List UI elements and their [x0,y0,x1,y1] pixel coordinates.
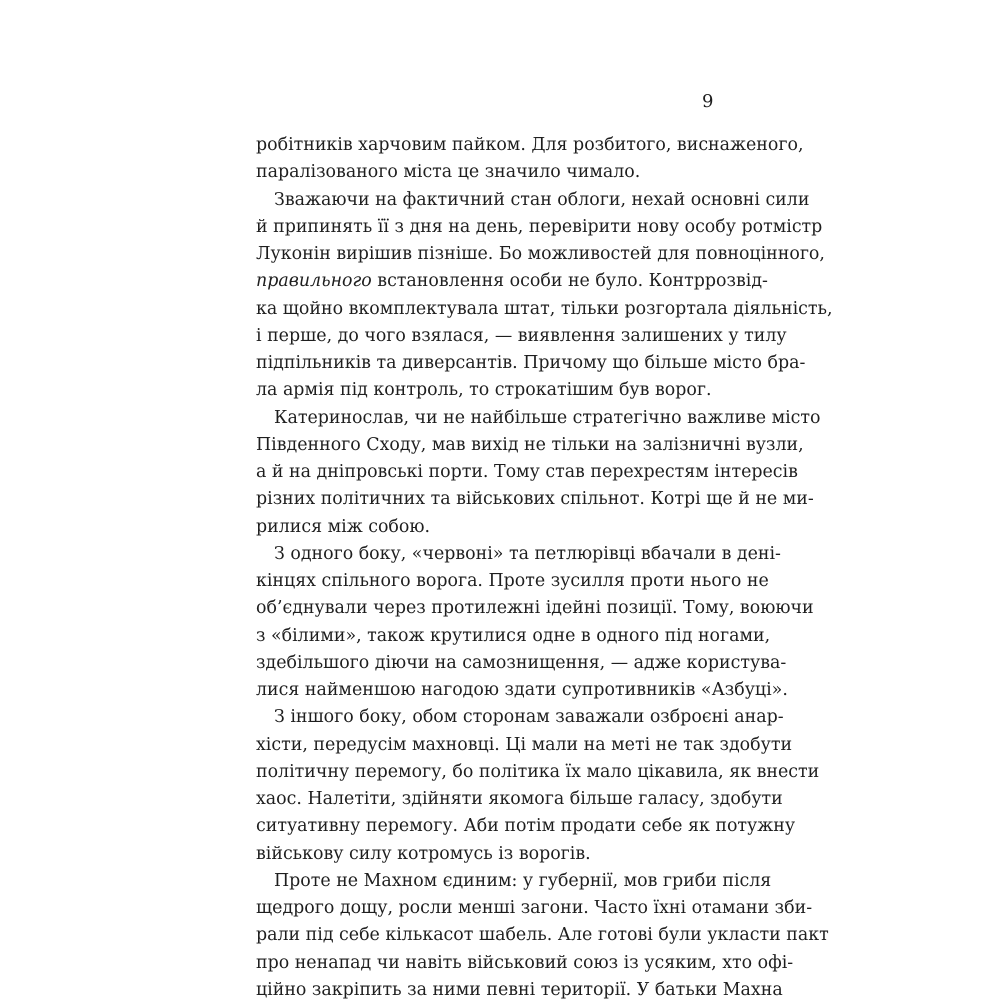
text-line: й припинять її з дня на день, перевірити нову особу ротмістр [256,216,823,237]
text-line: Зважаючи на фактичний стан облоги, нехай основні сили [274,189,810,210]
text-line: Проте не Махном єдиним: у губернії, мов гриби після [274,870,772,891]
text-line: здебільшого діючи на самознищення, — адже користува- [256,652,787,673]
text-line: Луконін вирішив пізніше. Бо можливостей для повноцінного, [256,244,825,264]
text-line: Південного Сходу, мав вихід не тільки на залізничні вузли, [256,434,804,455]
text-line: З одного боку, «червоні» та петлюрівці вбачали в дені- [274,543,781,564]
text-line: ситуативну перемогу. Аби потім продати себе як потужну [256,816,796,837]
text-line [256,268,768,295]
text-line: ка щойно вкомплектувала штат, тільки розгортала діяльність, [256,298,833,319]
text-line: різних політичних та військових спільнот. Котрі ще й не ми- [256,489,814,510]
text-line: об’єднували через протилежні ідейні позиції. Тому, воюючи [256,598,814,619]
text-line: підпільників та диверсантів. Причому що більше місто бра- [256,353,806,373]
text-line: з «білими», також крутилися одне в одного під ногами, [256,625,771,646]
text-line: ла армія під контроль, то строкатішим був ворог. [256,380,712,401]
text-line: і перше, до чого взялася, — виявлення залишених у тилу [256,325,787,346]
text-line: а й на дніпровські порти. Тому став перехрестям інтересів [256,462,798,482]
text-line: політичну перемогу, бо політика їх мало цікавила, як внести [256,761,820,782]
text-line: З іншого боку, обом сторонам заважали озброєні анар- [274,707,784,728]
text-line: хаос. Налетіти, здійняти якомога більше галасу, здобути [256,789,783,809]
text-line: паралізованого міста це значило чимало. [256,162,641,183]
text-line: кінцях спільного ворога. Проте зусилля проти нього не [256,571,769,591]
text-line: рилися між собою. [256,516,431,537]
text-line: про ненапад чи навіть військовий союз із усяким, хто офі- [256,952,794,973]
text-line: військову силу котромусь із ворогів. [256,843,591,864]
text-line: щедрого дощу, росли менші загони. Часто їхні отамани зби- [256,898,813,918]
page-number: 9 [702,91,714,112]
text-line: хісти, передусім махновці. Ці мали на меті не так здобути [256,734,793,755]
text-line: рали під себе кількасот шабель. Але готові були укласти пакт [256,925,829,946]
emphasis-text: правильного [256,271,372,292]
text-line: робітників харчовим пайком. Для розбитого, виснаженого, [256,135,804,155]
body-text [256,132,833,1004]
text-line: ційно закріпить за ними певні території. У батьки Махна [256,979,783,1000]
text-line: лися найменшою нагодою здати супротивників «Азбуці». [256,680,788,700]
text-line: Катеринослав, чи не найбільше стратегічно важливе місто [274,407,821,428]
text-segment: встановлення особи не було. Контррозвід- [371,271,768,292]
